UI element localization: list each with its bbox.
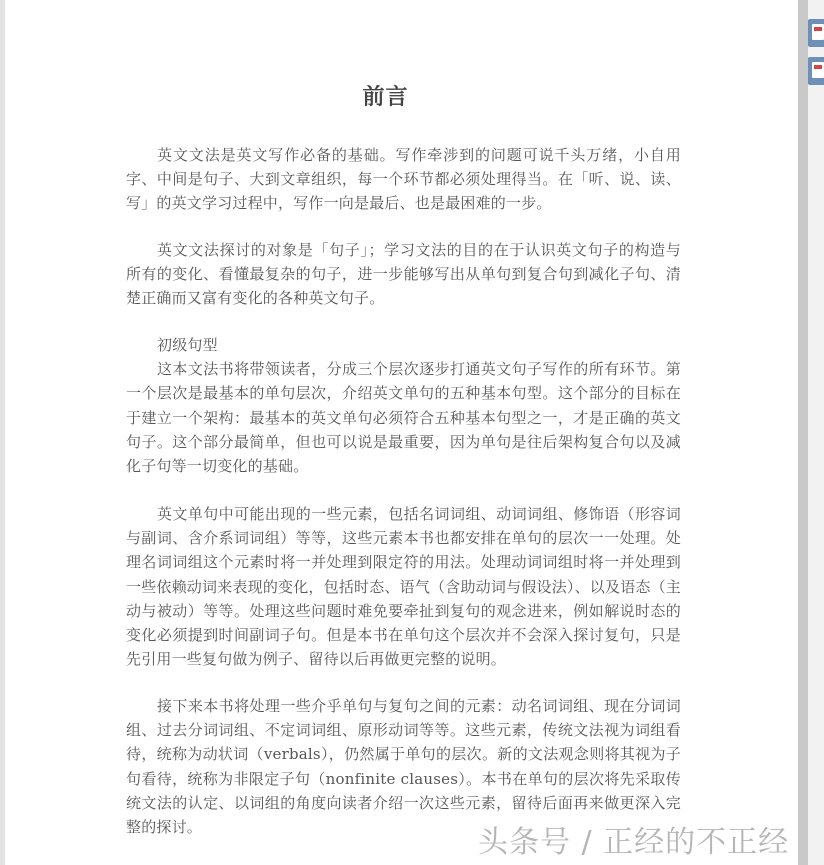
paragraph-3: 英文单句中可能出现的一些元素，包括名词词组、动词词组、修饰语（形容词与副词、含介系词词组）等等，这些元素本书也都安排在单句的层次一一处理。处理名词词组这个元素时将一并处理到限定符的用法。处理动词词组时将一并处理到一些依赖动词来表现的变化，包括时态、语气（含助动词与假设法）、以及语态（主动与被动）等等。处理这些问题时难免要牵扯到复句的观念进来，例如解说时态的变化必须提到时间副词子句。但是本书在单句这个层次并不会深入探讨复句，只是先引用一些复句做为例子、留待以后再做更完整的说明。: [126, 505, 681, 669]
page-gutter: [798, 0, 808, 865]
document-convert-button[interactable]: [808, 19, 824, 47]
section-body: 这本文法书将带领读者，分成三个层次逐步打通英文句子写作的所有环节。第一个层次是最基本的单句层次，介绍英文单句的五种基本句型。这个部分的目标在于建立一个架构：最基本的英文单句必须符合五种基本句型之一，才是正确的英文句子。这个部分最简单，但也可以说是最重要，因为单句是往后架构复合句以及减化子句等一切变化的基础。: [126, 360, 681, 476]
pdf-button[interactable]: [808, 57, 824, 85]
viewer-right-panel: [808, 0, 824, 865]
section-heading: 初级句型: [157, 336, 218, 354]
pdf-icon: [812, 62, 824, 78]
section-block: [126, 333, 681, 478]
document-convert-icon: [812, 24, 824, 40]
paragraph-2: 英文文法探讨的对象是「句子」；学习文法的目的在于认识英文句子的构造与所有的变化、看懂最复杂的句子，进一步能够写出从单句到复合句到减化子句、清楚正确而又富有变化的各种英文句子。: [126, 241, 681, 308]
paragraph-4: 接下来本书将处理一些介乎单句与复句之间的元素：动名词词组、现在分词词组、过去分词词组、不定词词组、原形动词等等。这些元素，传统文法视为词组看待，统称为动状词（verbals），仍然属于单句的层次。新的文法观念则将其视为子句看待，统称为非限定子句（nonfinite clauses）。本书在单句的层次将先采取传统文法的认定、以词组的角度向读者介绍一次这些元素，留待后面再来做更深入完整的探讨。: [126, 697, 681, 837]
watermark: 头条号 / 正经的不正经: [478, 825, 790, 860]
document-page: [5, 0, 798, 865]
paragraph-1: 英文文法是英文写作必备的基础。写作牵涉到的问题可说千头万绪，小自用字、中间是句子、大到文章组织，每一个环节都必须处理得当。在「听、说、读、写」的英文学习过程中，写作一向是最后、也是最困难的一步。: [126, 146, 681, 213]
page-title: 前言: [362, 84, 409, 110]
